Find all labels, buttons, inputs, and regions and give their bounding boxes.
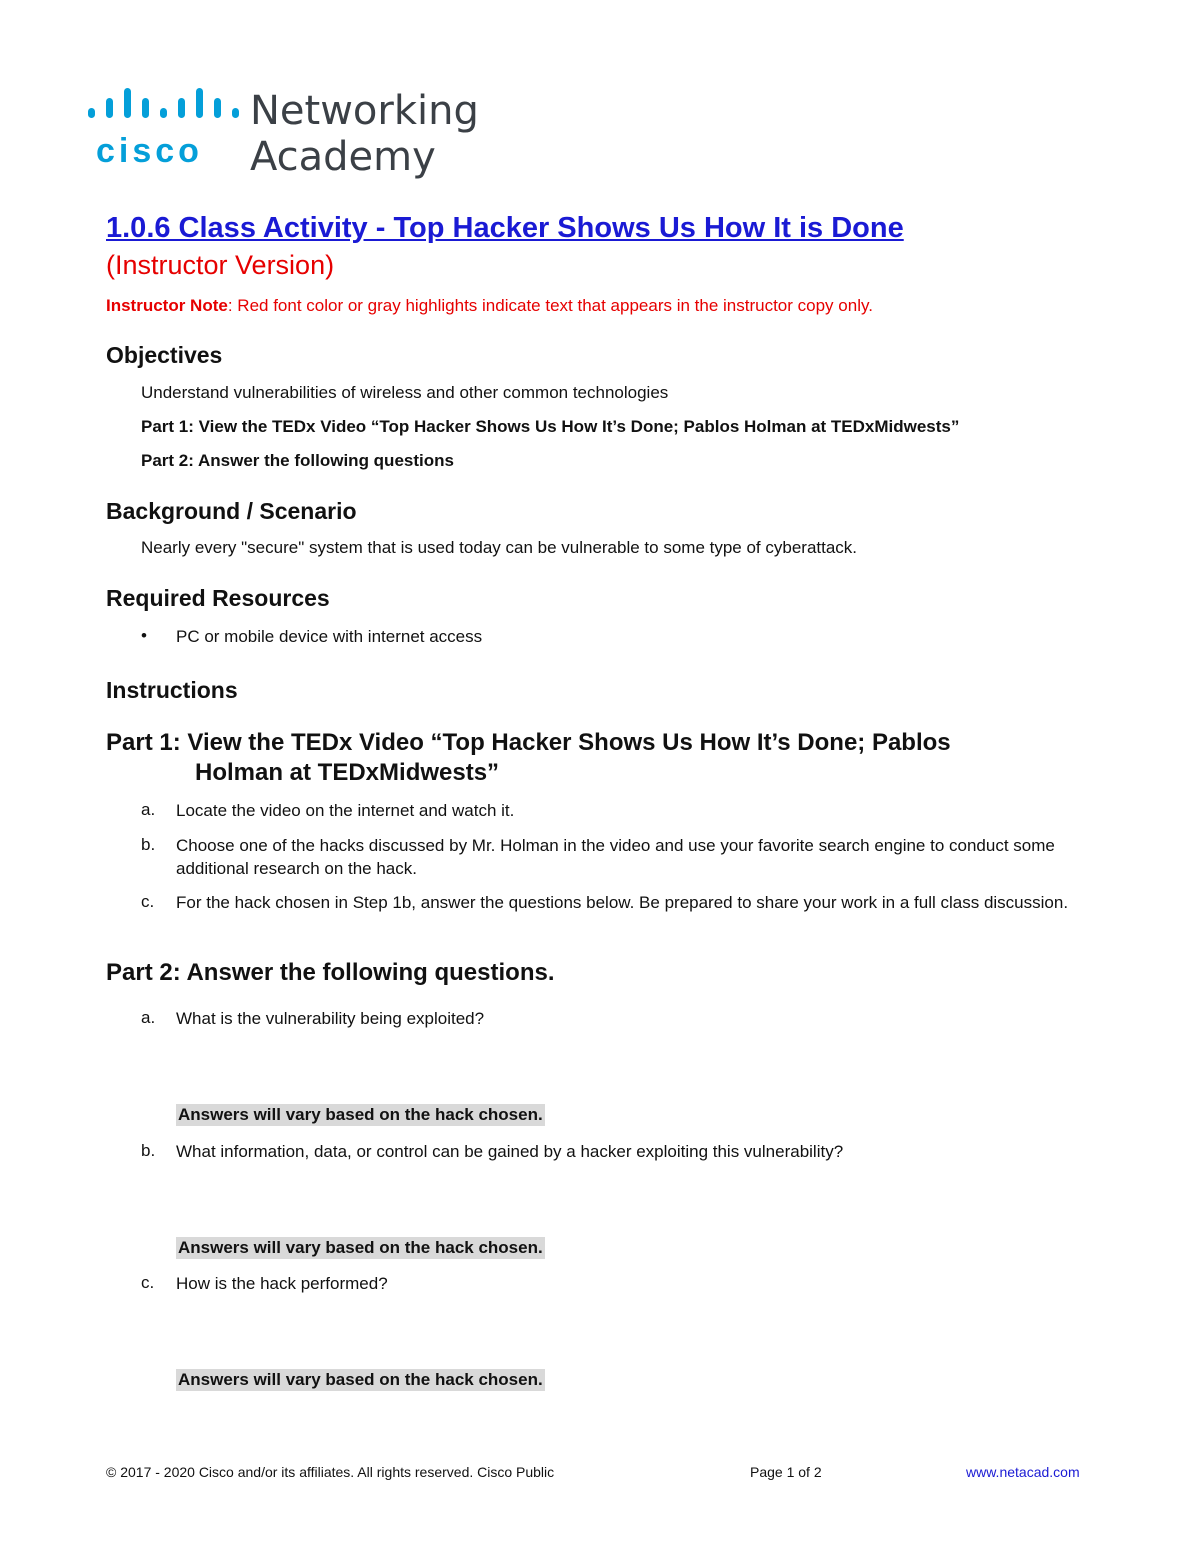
- objective-part2: Part 2: Answer the following questions: [141, 451, 454, 470]
- footer-copyright: © 2017 - 2020 Cisco and/or its affiliates. All rights reserved. Cisco Public: [106, 1464, 555, 1480]
- step-letter: c.: [141, 892, 155, 911]
- answer-highlight: Answers will vary based on the hack chosen.: [178, 1370, 543, 1389]
- logo-academy-text: Academy: [250, 134, 436, 180]
- question-letter: a.: [141, 1008, 156, 1027]
- document-title-link[interactable]: 1.0.6 Class Activity - Top Hacker Shows Us How It is Done: [106, 212, 904, 244]
- objectives-heading: Objectives: [106, 342, 223, 368]
- step-text: Choose one of the hacks discussed by Mr. Holman in the video and use your favorite search engine to conduct some additional research on the hack.: [176, 836, 1055, 878]
- logo-networking-text: Networking: [250, 88, 479, 134]
- answer-highlight: Answers will vary based on the hack chosen.: [178, 1238, 543, 1257]
- cisco-bars-icon: [88, 88, 238, 128]
- part1-heading-line2: Holman at TEDxMidwests”: [195, 759, 500, 786]
- part2-heading: Part 2: Answer the following questions.: [106, 959, 555, 986]
- background-heading: Background / Scenario: [106, 498, 357, 524]
- step-letter: a.: [141, 800, 156, 819]
- resources-heading: Required Resources: [106, 585, 330, 611]
- part1-heading: [106, 728, 951, 788]
- objective-part1: Part 1: View the TEDx Video “Top Hacker Shows Us How It’s Done; Pablos Holman at TEDxMidwests”: [141, 417, 960, 436]
- answer-highlight: Answers will vary based on the hack chosen.: [178, 1105, 543, 1124]
- cisco-networking-academy-logo: [86, 88, 486, 178]
- step-text: Locate the video on the internet and watch it.: [176, 801, 515, 820]
- cisco-wordmark: cisco: [96, 132, 203, 170]
- step-letter: b.: [141, 835, 156, 854]
- objectives-intro: Understand vulnerabilities of wireless and other common technologies: [141, 383, 669, 402]
- instructions-heading: Instructions: [106, 677, 238, 703]
- question-letter: b.: [141, 1141, 156, 1160]
- instructor-note-label: Instructor Note: [106, 296, 228, 315]
- resource-item: PC or mobile device with internet access: [176, 627, 483, 646]
- background-text: Nearly every "secure" system that is used today can be vulnerable to some type of cyberattack.: [141, 538, 858, 557]
- footer-website-link[interactable]: www.netacad.com: [966, 1464, 1080, 1480]
- bullet-icon: •: [141, 626, 147, 645]
- question-text: How is the hack performed?: [176, 1274, 388, 1293]
- step-text: For the hack chosen in Step 1b, answer the questions below. Be prepared to share your work in a full class discussion.: [176, 893, 1069, 912]
- footer-page-number: Page 1 of 2: [750, 1464, 822, 1480]
- question-letter: c.: [141, 1273, 155, 1292]
- instructor-note-text: : Red font color or gray highlights indicate text that appears in the instructor copy only.: [227, 296, 873, 315]
- instructor-note: [106, 296, 873, 316]
- question-text: What is the vulnerability being exploited?: [176, 1009, 485, 1028]
- question-text: What information, data, or control can be gained by a hacker exploiting this vulnerability?: [176, 1142, 844, 1161]
- instructor-version-label: (Instructor Version): [106, 250, 335, 280]
- part1-heading-line1: Part 1: View the TEDx Video “Top Hacker Shows Us How It’s Done; Pablos: [106, 729, 951, 756]
